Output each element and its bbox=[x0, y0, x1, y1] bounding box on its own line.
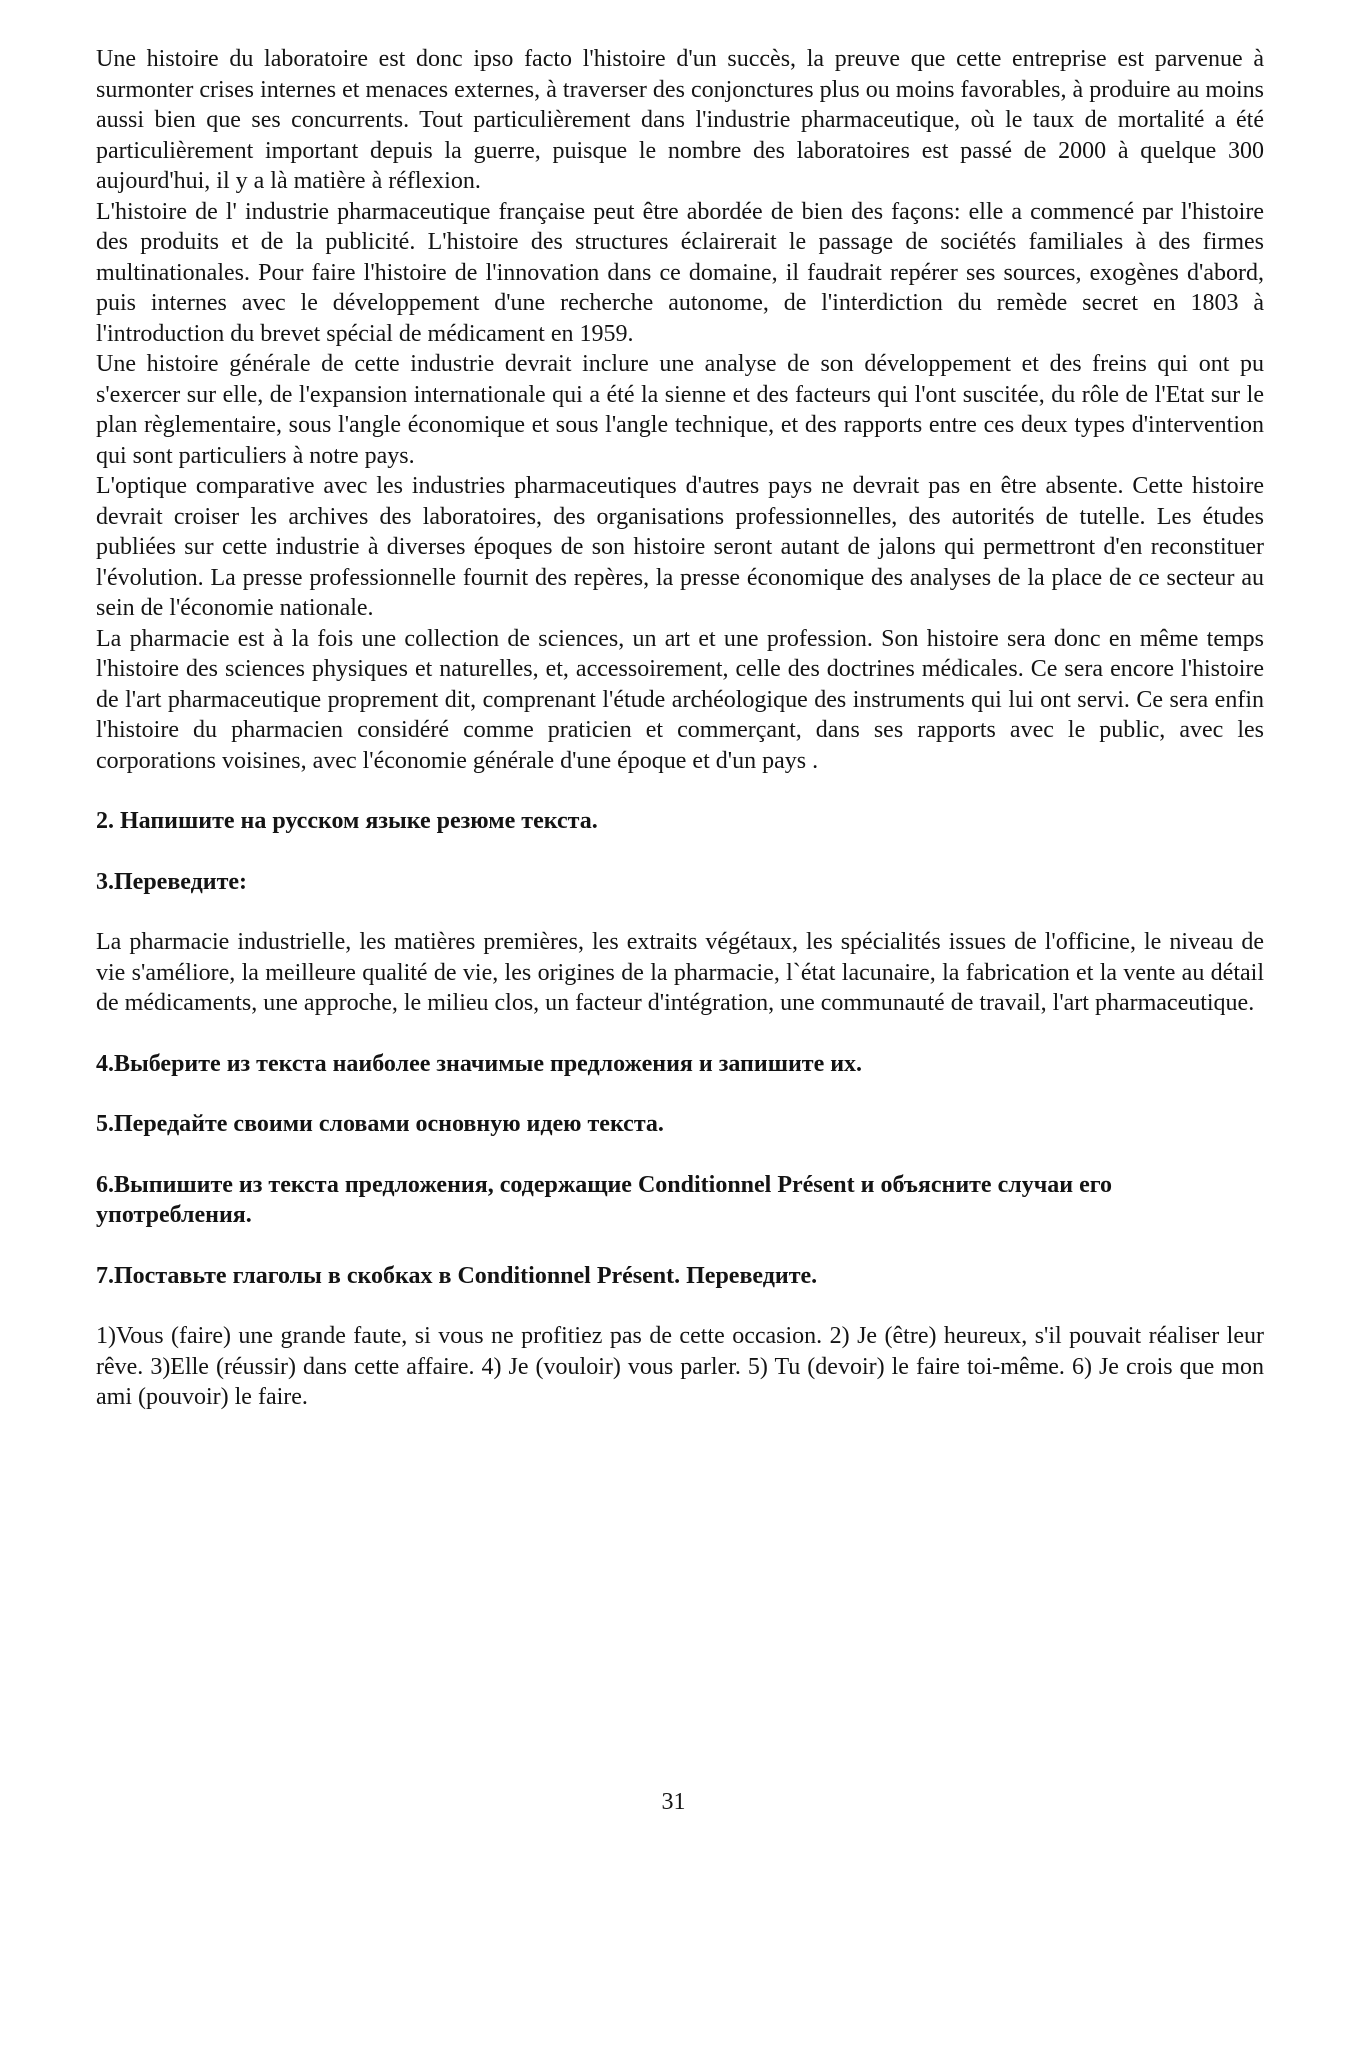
spacer bbox=[96, 1291, 1264, 1321]
spacer bbox=[96, 1079, 1264, 1109]
paragraph-5: La pharmacie est à la fois une collection de sciences, un art et une profession. Son histoire sera donc en même temps l'histoire des sciences physiques et naturelles, et, accessoirement, celle des doctrines médicales. Ce sera encore l'histoire de l'art pharmaceutique proprement dit, comprenant l'étude archéologique des instruments qui lui ont servi. Ce sera enfin l'histoire du pharmacien considéré comme praticien et commerçant, dans ses rapports avec le public, avec les corporations voisines, avec l'économie générale d'une époque et d'un pays . bbox=[96, 625, 1264, 774]
spacer bbox=[96, 1140, 1264, 1170]
paragraph-4: L'optique comparative avec les industries pharmaceutiques d'autres pays ne devrait pas en être absente. Cette histoire devrait croiser les archives des laboratoires, des organisations professionnelles, des autorités de tutelle. Les études publiées sur cette industrie à diverses époques de son histoire seront autant de jalons qui permettront d'en reconstituer l'évolution. La presse professionnelle fournit des repères, la presse économique des analyses de la place de ce secteur au sein de l'économie nationale. bbox=[96, 473, 1264, 621]
task-3-text: La pharmacie industrielle, les matières premières, les extraits végétaux, les spécialités issues de l'officine, le niveau de vie s'améliore, la meilleure qualité de vie, les origines de la pharmacie, l`état lacunaire, la fabrication et la vente au détail de médicaments, une approche, le milieu clos, un facteur d'intégration, une communauté de travail, l'art pharmaceutique. bbox=[96, 929, 1264, 1016]
spacer bbox=[96, 776, 1264, 806]
page-number: 31 bbox=[661, 1789, 686, 1815]
task-6-heading: 6.Выпишите из текста предложения, содержащие Conditionnel Présent и объясните случаи его употребления. bbox=[96, 1171, 1113, 1228]
task-4-heading: 4.Выберите из текста наиболее значимые предложения и запишите их. bbox=[96, 1050, 863, 1077]
spacer bbox=[96, 1019, 1264, 1049]
task-7-heading: 7.Поставьте глаголы в скобках в Conditionnel Présent. Переведите. bbox=[96, 1262, 818, 1289]
page-content bbox=[96, 44, 1264, 1413]
spacer bbox=[96, 837, 1264, 867]
paragraph-2: L'histoire de l' industrie pharmaceutique française peut être abordée de bien des façons: elle a commencé par l'histoire des produits et de la publicité. L'histoire des structures éclairerait le passage de sociétés familiales à des firmes multinationales. Pour faire l'histoire de l'innovation dans ce domaine, il faudrait repérer ses sources, exogènes d'abord, puis internes avec le développement d'une recherche autonome, de l'interdiction du remède secret en 1803 à l'introduction du brevet spécial de médicament en 1959. bbox=[96, 198, 1264, 347]
paragraph-1: Une histoire du laboratoire est donc ipso facto l'histoire d'un succès, la preuve que cette entreprise est parvenue à surmonter crises internes et menaces externes, à traverser des conjonctures plus ou moins favorables, à produire au moins aussi bien que ses concurrents. Tout particulièrement dans l'industrie pharmaceutique, où le taux de mortalité a été particulièrement important depuis la guerre, puisque le nombre des laboratoires est passé de 2000 à quelque 300 aujourd'hui, il y a là matière à réflexion. bbox=[96, 46, 1264, 194]
task-2-heading: 2. Напишите на русском языке резюме текста. bbox=[96, 808, 598, 834]
spacer bbox=[96, 897, 1264, 927]
task-3-heading: 3.Переведите: bbox=[96, 868, 248, 895]
task-7-text: 1)Vous (faire) une grande faute, si vous ne profitiez pas de cette occasion. 2) Je (être) heureux, s'il pouvait réaliser leur rêve. 3)Elle (réussir) dans cette affaire. 4) Je (vouloir) vous parler. 5) Tu (devoir) le faire toi-même. 6) Je crois que mon ami (pouvoir) le faire. bbox=[96, 1323, 1264, 1410]
paragraph-3: Une histoire générale de cette industrie devrait inclure une analyse de son développement et des freins qui ont pu s'exercer sur elle, de l'expansion internationale qui a été la sienne et des facteurs qui l'ont suscitée, du rôle de l'Etat sur le plan règlementaire, sous l'angle économique et sous l'angle technique, et des rapports entre ces deux types d'intervention qui sont particuliers à notre pays. bbox=[96, 351, 1264, 469]
spacer bbox=[96, 1231, 1264, 1261]
task-5-heading: 5.Передайте своими словами основную идею текста. bbox=[96, 1111, 664, 1137]
